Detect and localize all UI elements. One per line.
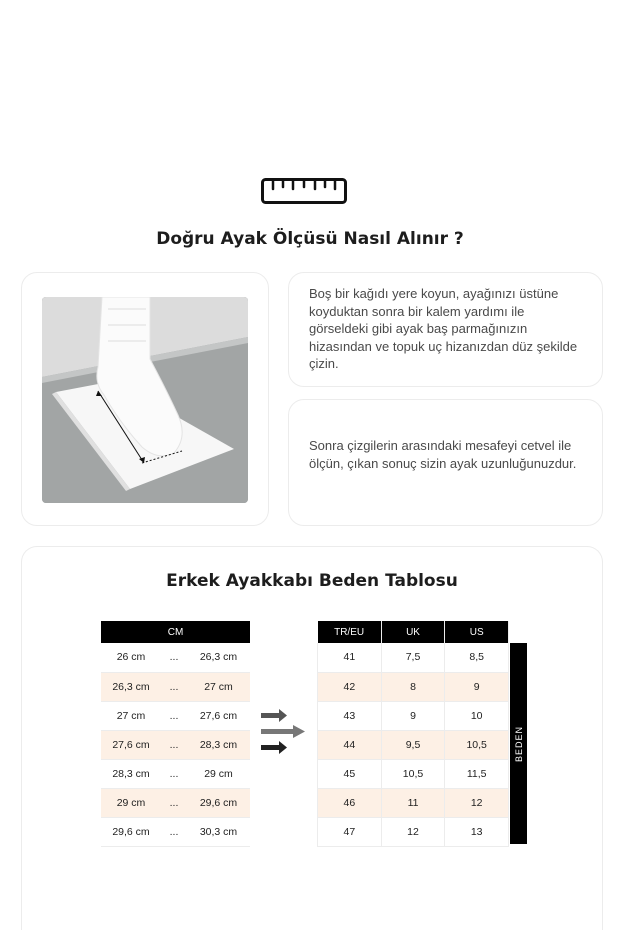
cm-to: 29 cm [187,759,250,788]
cm-sep: ... [161,817,187,846]
cm-to: 28,3 cm [187,730,250,759]
beden-label: BEDEN [513,725,524,762]
cm-from: 26 cm [101,643,161,672]
photo-card [21,272,269,526]
size-tr-eu: 41 [318,643,382,672]
cm-from: 28,3 cm [101,759,161,788]
size-uk: 9,5 [381,730,445,759]
size-us: 13 [445,817,509,846]
table-row [101,701,250,730]
instruction-step-2 [288,399,603,526]
instruction-text: Sonra çizgilerin arasındaki mesafeyi cetvel ile ölçün, çıkan sonuç sizin ayak uzunluğunuzdur. [309,438,577,471]
table-row [318,788,509,817]
cm-header: CM [101,621,250,643]
cm-to: 27,6 cm [187,701,250,730]
cm-sep: ... [161,701,187,730]
size-uk: 8 [381,672,445,701]
instruction-text: Boş bir kağıdı yere koyun, ayağınızı üstüne koyduktan sonra bir kalem yardımı ile görseldeki gibi ayak baş parmağınızın hizasından ve topuk uç hizanızdan düz şekilde çizin. [309,286,578,371]
size-chart-title: Erkek Ayakkabı Beden Tablosu [166,571,458,591]
table-row [318,672,509,701]
table-row [101,817,250,846]
size-us: 8,5 [445,643,509,672]
cm-from: 29 cm [101,788,161,817]
beden-side-bar [510,643,527,844]
cm-sep: ... [161,788,187,817]
column-header-us: US [445,621,509,643]
size-us: 10 [445,701,509,730]
foot-measurement-photo [42,297,248,503]
instruction-step-1 [288,272,603,387]
cm-to: 30,3 cm [187,817,250,846]
ruler-icon [261,178,347,204]
table-row [318,730,509,759]
size-chart-card [21,546,603,930]
cm-sep: ... [161,759,187,788]
size-us: 12 [445,788,509,817]
size-uk: 9 [381,701,445,730]
cm-from: 26,3 cm [101,672,161,701]
column-header-tr-eu: TR/EU [318,621,382,643]
size-uk: 7,5 [381,643,445,672]
size-tr-eu: 45 [318,759,382,788]
cm-sep: ... [161,672,187,701]
size-tr-eu: 43 [318,701,382,730]
table-row [318,643,509,672]
cm-sep: ... [161,730,187,759]
cm-sep: ... [161,643,187,672]
size-tr-eu: 46 [318,788,382,817]
table-row [101,643,250,672]
page-title: Doğru Ayak Ölçüsü Nasıl Alınır ? [156,229,464,249]
cm-to: 26,3 cm [187,643,250,672]
size-table [317,621,509,847]
table-row [101,730,250,759]
table-row [101,759,250,788]
cm-to: 27 cm [187,672,250,701]
cm-to: 29,6 cm [187,788,250,817]
table-row [318,817,509,846]
size-us: 10,5 [445,730,509,759]
size-us: 9 [445,672,509,701]
foot-measurement-illustration [42,297,248,503]
cm-from: 29,6 cm [101,817,161,846]
size-us: 11,5 [445,759,509,788]
column-header-uk: UK [381,621,445,643]
size-uk: 10,5 [381,759,445,788]
size-tr-eu: 44 [318,730,382,759]
right-arrows-icon [260,707,310,757]
cm-table [101,621,250,847]
table-row [318,759,509,788]
table-row [318,701,509,730]
size-tr-eu: 47 [318,817,382,846]
cm-from: 27 cm [101,701,161,730]
table-row [101,788,250,817]
size-tr-eu: 42 [318,672,382,701]
size-uk: 12 [381,817,445,846]
cm-from: 27,6 cm [101,730,161,759]
table-row [101,672,250,701]
size-uk: 11 [381,788,445,817]
